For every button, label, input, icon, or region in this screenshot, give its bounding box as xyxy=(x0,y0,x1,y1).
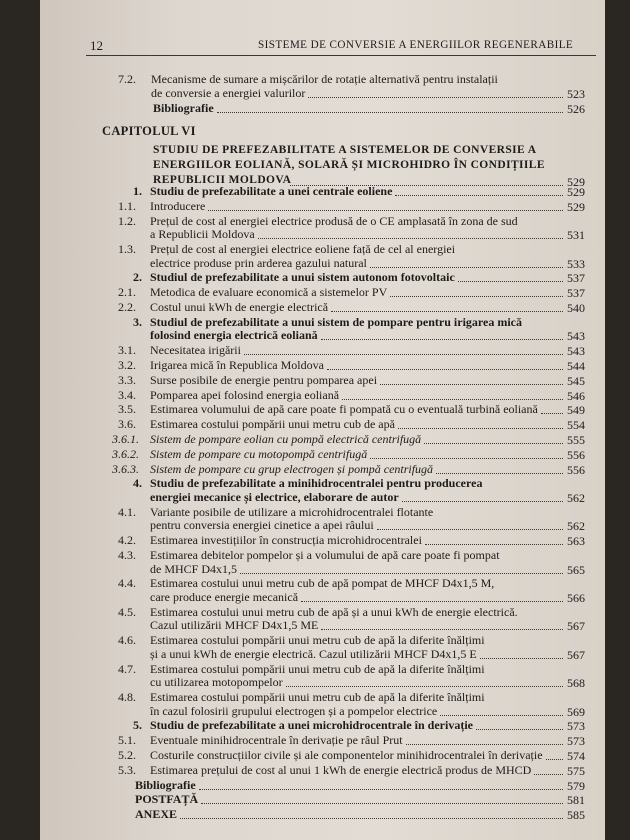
entry-page-number: 544 xyxy=(567,359,585,373)
entry-page-number: 573 xyxy=(567,734,585,749)
entry-number: 5.3. xyxy=(118,762,136,777)
entry-page-number: 543 xyxy=(567,344,585,359)
entry-title: Studiu de prefezabilitate a unei microhidrocentrale în derivație xyxy=(150,718,473,733)
dot-leader xyxy=(199,788,563,790)
dot-leader xyxy=(370,266,563,268)
entry-number: 3.1. xyxy=(118,343,136,358)
entry-title: Variante posibile de utilizare a microhidrocentralei flotante xyxy=(150,504,434,519)
entry-title: Pomparea apei folosind energia eoliană xyxy=(150,387,340,402)
entry-page-number: 567 xyxy=(567,619,585,634)
dot-leader xyxy=(480,657,563,659)
dot-leader xyxy=(458,280,563,282)
dot-leader xyxy=(327,368,563,370)
entry-title: POSTFAȚĂ xyxy=(135,792,199,807)
entry-number: 5.1. xyxy=(118,733,136,748)
dot-leader xyxy=(331,310,563,312)
entry-page-number: 565 xyxy=(567,562,585,577)
entry-page-number: 537 xyxy=(567,271,585,286)
entry-number: 4.5. xyxy=(118,604,136,619)
entry-page-number: 531 xyxy=(567,228,585,243)
entry-number: 4.3. xyxy=(118,548,136,562)
entry-title: Estimarea costului unui metru cub de apă și a unui kWh de energie electrică. xyxy=(150,604,518,619)
entry-number: 4. xyxy=(133,476,142,491)
entry-page-number: 568 xyxy=(567,676,585,691)
entry-title: Estimarea volumului de apă care poate fi pompată cu o eventuală turbină eoliană xyxy=(150,402,538,417)
entry-number: 2. xyxy=(133,270,142,285)
entry-number: 3. xyxy=(133,314,142,329)
dot-leader xyxy=(440,714,563,716)
dot-leader xyxy=(398,427,563,429)
running-header xyxy=(40,36,605,54)
dot-leader xyxy=(546,758,563,760)
entry-number: 4.2. xyxy=(118,533,136,548)
entry-title: de MHCF D4x1,5 xyxy=(150,561,238,576)
entry-number: 1. xyxy=(133,184,142,198)
dot-leader xyxy=(370,457,563,459)
entry-page-number: 543 xyxy=(567,329,585,344)
entry-title: electrice produse prin arderea gazului natural xyxy=(150,255,367,270)
entry-title: Estimarea investițiilor în construcția microhidrocentralei xyxy=(150,533,422,548)
entry-title: Necesitatea irigării xyxy=(150,343,241,358)
entry-title: Surse posibile de energie pentru pomparea apei xyxy=(150,372,378,387)
chapter-label: CAPITOLUL VI xyxy=(102,124,196,138)
entry-title: a Republicii Moldova xyxy=(150,227,255,242)
entry-number: 2.2. xyxy=(118,300,136,314)
dot-leader xyxy=(201,802,563,804)
entry-title: Studiu de prefezabilitate a unei centrale eoliene xyxy=(150,184,393,198)
entry-number: 3.2. xyxy=(118,358,136,372)
entry-page-number: 554 xyxy=(567,418,585,433)
entry-title: energiei mecanice și electrice, elaborare de autor xyxy=(150,489,399,504)
entry-number: 3.4. xyxy=(118,387,136,402)
entry-title: Sistem de pompare cu grup electrogen și pompă centrifugă xyxy=(150,461,434,476)
page-number: 12 xyxy=(90,38,103,53)
chapter-heading-line: STUDIU DE PREFEZABILITATE A SISTEMELOR DE CONVERSIE A xyxy=(153,144,537,156)
entry-title: și a unui kWh de energie electrică. Cazul utilizării MHCF D4x1,5 E xyxy=(150,646,477,661)
entry-title: Prețul de cost al energiei electrice produsă de o CE amplasată în zona de sud xyxy=(150,213,518,228)
entry-page-number: 555 xyxy=(567,433,585,447)
dot-leader xyxy=(402,500,563,502)
entry-page-number: 562 xyxy=(567,490,585,505)
entry-page-number: 526 xyxy=(567,102,585,117)
dot-leader xyxy=(208,209,563,211)
entry-number: 3.6.3. xyxy=(112,461,139,476)
entry-page-number: 579 xyxy=(567,778,585,793)
entry-number: 4.4. xyxy=(118,576,136,591)
entry-page-number: 574 xyxy=(567,749,585,763)
entry-page-number: 569 xyxy=(567,704,585,719)
dot-leader xyxy=(321,628,563,630)
entry-title: de conversie a energiei valurilor xyxy=(151,85,306,100)
dot-leader xyxy=(244,353,563,355)
chapter-heading-line: REPUBLICII MOLDOVA xyxy=(153,174,292,186)
entry-number: 1.2. xyxy=(118,213,136,228)
dot-leader xyxy=(286,685,563,687)
entry-title: Cazul utilizării MHCF D4x1,5 ME xyxy=(150,618,319,633)
entry-page-number: 533 xyxy=(567,256,585,271)
entry-number: 7.2. xyxy=(118,72,136,86)
entry-page-number: 540 xyxy=(567,301,585,315)
entry-title: cu utilizarea motopompelor xyxy=(150,675,283,690)
entry-page-number: 585 xyxy=(567,808,585,823)
entry-title: Studiul de prefezabilitate a unui sistem autonom fotovoltaic xyxy=(150,270,455,285)
entry-title: Estimarea costului pompării unui metru cub de apă xyxy=(150,417,395,432)
entry-title: care produce energie mecanică xyxy=(150,589,299,604)
entry-number: 5.2. xyxy=(118,748,136,762)
dot-leader xyxy=(476,728,563,730)
dot-leader xyxy=(406,743,563,745)
entry-number: 3.6.2. xyxy=(112,446,139,461)
dot-leader xyxy=(301,600,563,602)
entry-title: Mecanisme de sumare a mișcărilor de rotație alternativă pentru instalații xyxy=(151,72,498,86)
entry-title: Costul unui kWh de energie electrică xyxy=(150,300,329,314)
entry-number: 4.6. xyxy=(118,633,136,648)
entry-title: Bibliografie xyxy=(135,777,196,792)
entry-title: Estimarea costului pompării unui metru cub de apă la diferite înălțimi xyxy=(150,661,485,676)
entry-number: 1.1. xyxy=(118,198,136,213)
dot-leader xyxy=(321,338,563,340)
entry-title: Studiul de prefezabilitate a unui sistem de pompare pentru irigarea mică xyxy=(150,314,522,329)
entry-title: Sistem de pompare cu motopompă centrifugă xyxy=(150,446,368,461)
dot-leader xyxy=(395,194,563,196)
header-rule xyxy=(86,55,596,56)
dot-leader xyxy=(342,398,563,400)
entry-title: Estimarea costului pompării unui metru cub de apă la diferite înălțimi xyxy=(150,633,485,648)
entry-page-number: 549 xyxy=(567,403,585,418)
dot-leader xyxy=(425,543,563,545)
entry-page-number: 545 xyxy=(567,373,585,388)
entry-title: Estimarea costului pompării unui metru cub de apă la diferite înălțimi xyxy=(150,690,485,704)
entry-title: Prețul de cost al energiei electrice eoliene față de cel al energiei xyxy=(150,242,456,256)
running-title: SISTEME DE CONVERSIE A ENERGIILOR REGENERABILE xyxy=(258,39,574,51)
entry-title: Costurile construcțiilor civile și ale componentelor minihidrocentralei în derivație xyxy=(150,748,543,762)
dot-leader xyxy=(541,412,563,414)
entry-page-number: 546 xyxy=(567,388,585,403)
entry-number: 1.3. xyxy=(118,242,136,256)
entry-number: 4.1. xyxy=(118,504,136,519)
entry-title: Eventuale minihidrocentrale în derivație pe râul Prut xyxy=(150,733,403,748)
entry-page-number: 567 xyxy=(567,647,585,662)
chapter-heading-line: ENERGIILOR EOLIANĂ, SOLARĂ ȘI MICROHIDRO ÎN CONDIȚIILE xyxy=(153,159,545,171)
dot-leader xyxy=(240,572,563,574)
entry-page-number: 529 xyxy=(567,185,585,199)
entry-page-number: 566 xyxy=(567,590,585,605)
entry-number: 2.1. xyxy=(118,285,136,300)
dot-leader xyxy=(308,96,563,98)
chapter-page-number: 529 xyxy=(567,175,585,189)
entry-title: Estimarea prețului de cost al unui 1 kWh de energie electrică produs de MHCD xyxy=(150,762,532,777)
entry-title: Estimarea debitelor pompelor și a volumului de apă care poate fi pompat xyxy=(150,548,500,562)
entry-title: Estimarea costului unui metru cub de apă pompat de MHCF D4x1,5 M, xyxy=(150,576,495,591)
dot-leader xyxy=(180,817,563,819)
entry-page-number: 581 xyxy=(567,793,585,808)
entry-title: ANEXE xyxy=(135,807,178,822)
entry-title: Bibliografie xyxy=(153,101,214,116)
entry-title: pentru conversia energiei cinetice a apei râului xyxy=(150,518,374,533)
dot-leader xyxy=(436,472,563,474)
entry-number: 5. xyxy=(133,718,142,733)
dot-leader xyxy=(390,295,563,297)
dot-leader xyxy=(380,383,563,385)
book-page xyxy=(40,0,605,840)
entry-title: Metodica de evaluare economică a sistemelor PV xyxy=(150,285,388,300)
dot-leader xyxy=(534,773,563,775)
dot-leader xyxy=(258,237,563,239)
entry-number: 3.6. xyxy=(118,417,136,432)
entry-title: în cazul folosirii grupului electrogen și a pompelor electrice xyxy=(150,703,438,718)
entry-number: 4.7. xyxy=(118,661,136,676)
entry-number: 3.3. xyxy=(118,372,136,387)
dot-leader xyxy=(424,442,563,444)
dot-leader xyxy=(217,111,563,113)
entry-title: Studiu de prefezabilitate a minihidrocentralei pentru producerea xyxy=(150,476,483,491)
entry-number: 3.5. xyxy=(118,402,136,417)
entry-page-number: 556 xyxy=(567,447,585,462)
entry-page-number: 573 xyxy=(567,719,585,734)
entry-page-number: 556 xyxy=(567,462,585,477)
entry-number: 4.8. xyxy=(118,690,136,704)
entry-title: Sistem de pompare eolian cu pompă electrică centrifugă xyxy=(150,432,422,446)
entry-page-number: 575 xyxy=(567,763,585,778)
entry-title: folosind energia electrică eoliană xyxy=(150,328,318,343)
entry-page-number: 537 xyxy=(567,286,585,301)
entry-page-number: 523 xyxy=(567,86,585,101)
entry-title: Irigarea mică în Republica Moldova xyxy=(150,358,324,372)
entry-title: Introducere xyxy=(150,198,206,213)
entry-page-number: 562 xyxy=(567,519,585,534)
entry-number: 3.6.1. xyxy=(112,432,139,446)
dot-leader xyxy=(377,528,563,530)
entry-page-number: 563 xyxy=(567,534,585,549)
entry-page-number: 529 xyxy=(567,199,585,214)
